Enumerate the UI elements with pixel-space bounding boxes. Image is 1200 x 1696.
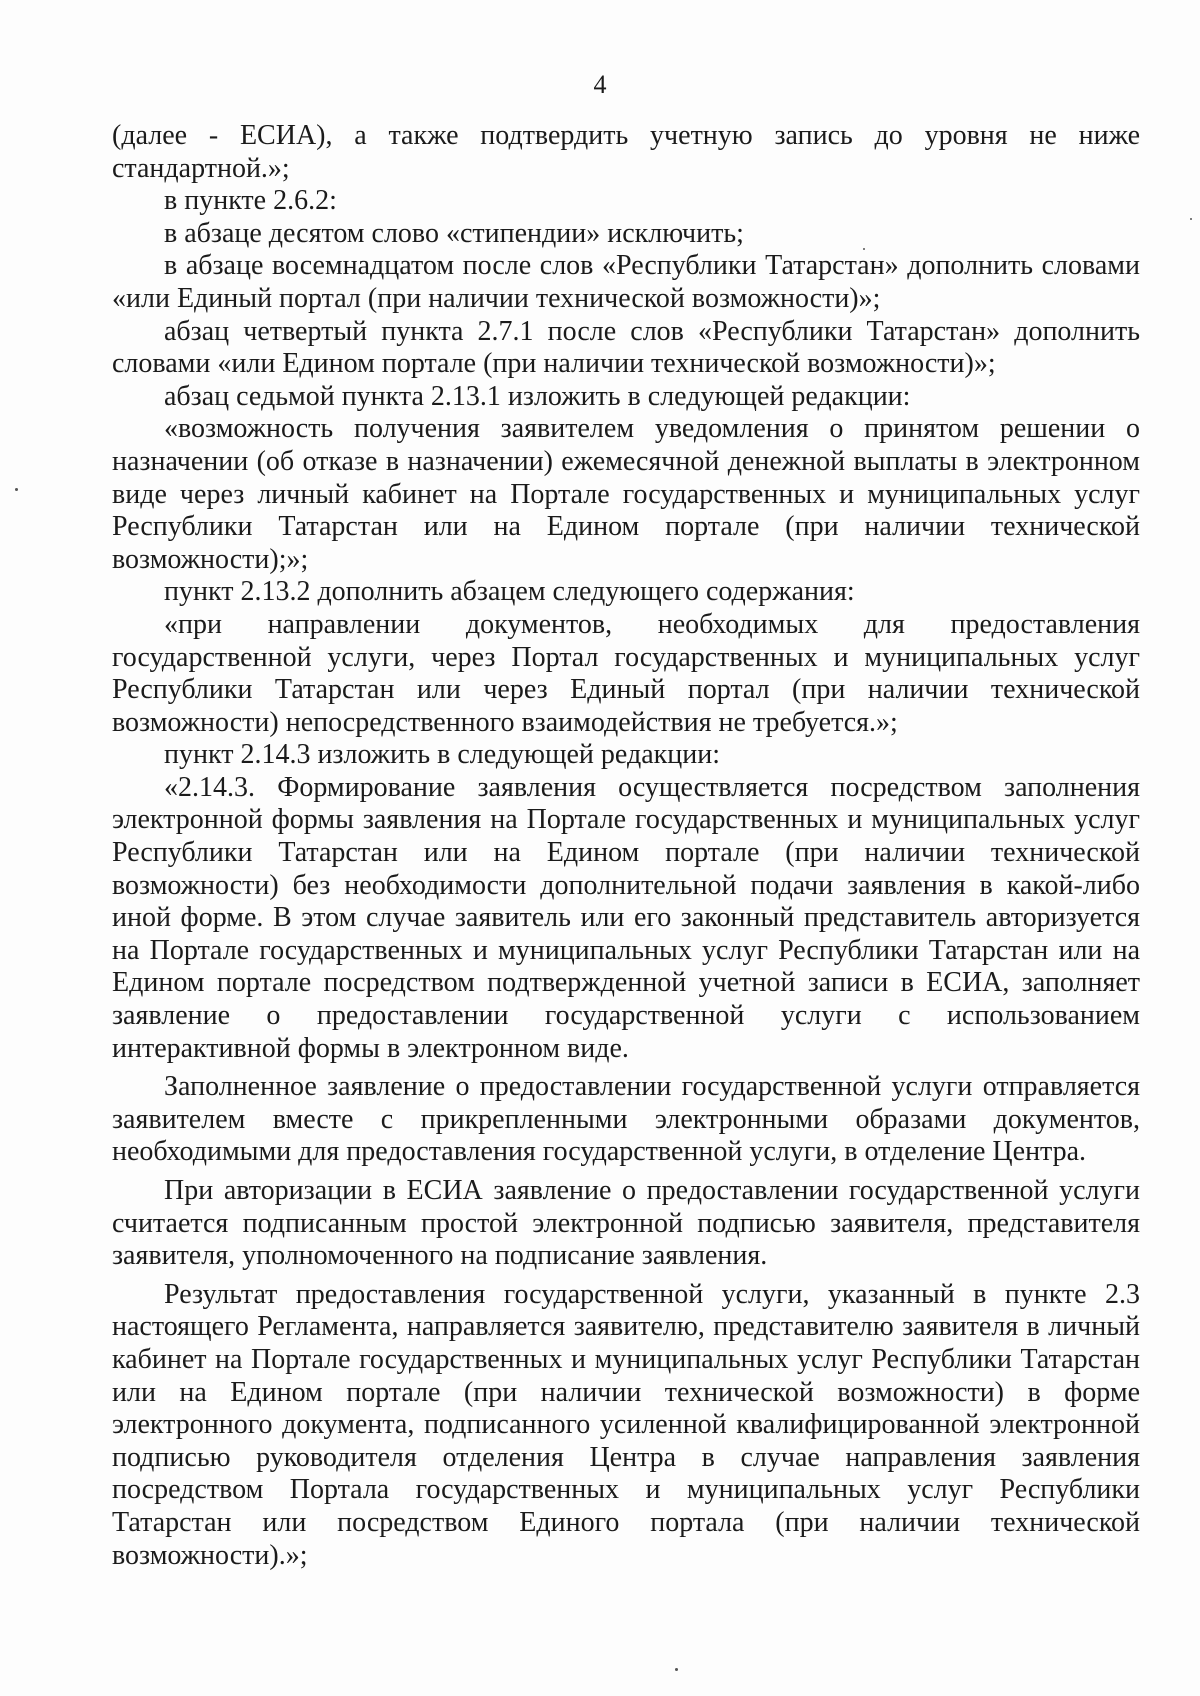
page-number: 4 [593, 70, 607, 99]
scan-speck [1190, 218, 1192, 220]
paragraph-point-2-13-1: абзац седьмой пункта 2.13.1 изложить в следующей редакции: [164, 380, 911, 412]
paragraph-service-result: Результат предоставления государственной услуги, указанный в пункте 2.3 настоящего Регламента, направляется заявителю, представителю заявителя в личный кабинет на Портале государственных и муниципальных услуг Республики Татарстан или на Едином портале (при наличии технической возможности) в форме электронного документа, подписанного усиленной квалифицированной электронной подписью руководителя отделения Центра в случае направления заявления посредством Портала государственных и муниципальных услуг Республики Татарстан или посредством Единого портала (при наличии технической возможности).»; [112, 1278, 1140, 1571]
scan-speck [863, 248, 865, 250]
scan-speck [675, 1668, 678, 1671]
document-body [112, 120, 1140, 1572]
paragraph-esia-authorization: При авторизации в ЕСИА заявление о предоставлении государственной услуги считается подписанным простой электронной подписью заявителя, представителя заявителя, уполномоченного на подписание заявления. [112, 1175, 1140, 1272]
paragraph-notification-text: «возможность получения заявителем уведомления о принятом решении о назначении (об отказе в назначении) ежемесячной денежной выплаты в электронном виде через личный кабинет на Портале государственных и муниципальных услуг Республики Татарстан или на Едином портале (при наличии технической возможности);»; [112, 413, 1140, 575]
paragraph-point-2-13-2: пункт 2.13.2 дополнить абзацем следующего содержания: [164, 576, 855, 608]
paragraph-esia-continuation: (далее - ЕСИА), а также подтвердить учетную запись до уровня не ниже стандартной.»; [112, 120, 1140, 184]
paragraph-documents-text: «при направлении документов, необходимых для предоставления государственной услуги, через Портал государственных и муниципальных услуг Республики Татарстан или через Единый портал (при наличии технической возможности) непосредственного взаимодействия не требуется.»; [112, 608, 1140, 738]
paragraph-tenth-abzac: в абзаце десятом слово «стипендии» исключить; [164, 217, 744, 249]
paragraph-point-2-14-3: пункт 2.14.3 изложить в следующей редакции: [164, 739, 720, 771]
paragraph-eighteenth-abzac: в абзаце восемнадцатом после слов «Республики Татарстан» дополнить словами «или Единый портал (при наличии технической возможности)»; [112, 250, 1140, 314]
paragraph-point-2-6-2: в пункте 2.6.2: [164, 185, 337, 217]
paragraph-2-14-3-text: «2.14.3. Формирование заявления осуществляется посредством заполнения электронной формы заявления на Портале государственных и муниципальных услуг Республики Татарстан или на Едином портале (при наличии технической возможности) без необходимости дополнительной подачи заявления в какой-либо иной форме. В этом случае заявитель или его законный представитель авторизуется на Портале государственных и муниципальных услуг Республики Татарстан или на Едином портале посредством подтвержденной учетной записи в ЕСИА, заполняет заявление о предоставлении государственной услуги с использованием интерактивной формы в электронном виде. [112, 771, 1140, 1064]
paragraph-point-2-7-1: абзац четвертый пункта 2.7.1 после слов «Республики Татарстан» дополнить словами «или Едином портале (при наличии технической возможности)»; [112, 315, 1140, 380]
paragraph-filled-application: Заполненное заявление о предоставлении государственной услуги отправляется заявителем вместе с прикрепленными электронными образами документов, необходимыми для предоставления государственной услуги, в отделение Центра. [112, 1071, 1140, 1168]
scan-speck [15, 488, 18, 491]
